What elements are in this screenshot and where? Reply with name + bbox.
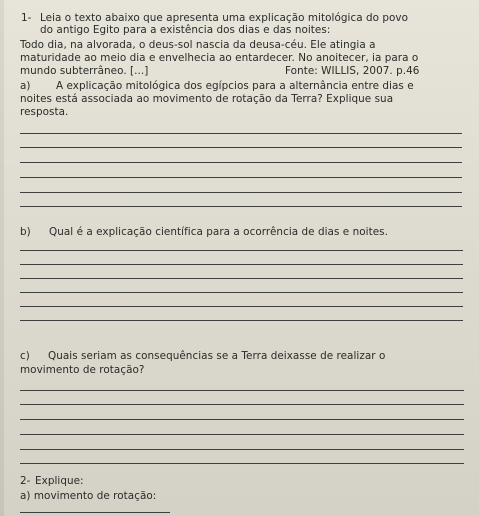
answer-line-a-2[interactable] <box>20 147 462 148</box>
answer-line-2a-1[interactable] <box>20 512 170 513</box>
item-a-question-line-2: noites está associada ao movimento de rotação da Terra? Explique sua <box>20 93 394 105</box>
answer-line-c-3[interactable] <box>20 419 464 420</box>
question-1-intro-line-2: do antigo Egito para a existência dos dias e das noites: <box>40 24 331 36</box>
question-1-number: 1- <box>21 12 32 24</box>
item-a-question-line-3: resposta. <box>20 106 69 118</box>
answer-line-b-3[interactable] <box>20 278 463 279</box>
answer-line-a-1[interactable] <box>20 133 462 134</box>
answer-line-a-4[interactable] <box>20 177 462 178</box>
quoted-text-line-1: Todo dia, na alvorada, o deus-sol nascia da deusa-céu. Ele atingia a <box>20 39 376 51</box>
answer-line-b-1[interactable] <box>20 250 463 251</box>
question-1-intro-line-1: Leia o texto abaixo que apresenta uma explicação mitológica do povo <box>40 12 409 24</box>
answer-line-b-2[interactable] <box>20 264 463 265</box>
answer-line-c-6[interactable] <box>20 463 464 464</box>
page-edge-shadow <box>0 0 4 516</box>
item-b-question: Qual é a explicação científica para a ocorrência de dias e noites. <box>49 226 388 238</box>
answer-line-c-1[interactable] <box>20 390 464 391</box>
answer-line-c-2[interactable] <box>20 404 464 405</box>
item-c-label: c) <box>20 350 30 362</box>
answer-line-b-4[interactable] <box>20 292 463 293</box>
answer-line-a-3[interactable] <box>20 162 462 163</box>
question-2-title: Explique: <box>35 475 84 487</box>
answer-line-c-5[interactable] <box>20 449 464 450</box>
item-b-label: b) <box>20 226 31 238</box>
item-c-question-line-2: movimento de rotação? <box>20 364 145 376</box>
answer-line-a-6[interactable] <box>20 206 462 207</box>
answer-line-b-5[interactable] <box>20 306 463 307</box>
item-c-question-line-1: Quais seriam as consequências se a Terra deixasse de realizar o <box>48 350 386 362</box>
answer-line-b-6[interactable] <box>20 320 463 321</box>
item-a-label: a) <box>20 80 31 92</box>
answer-line-c-4[interactable] <box>20 434 464 435</box>
quoted-text-line-2: maturidade ao meio dia e envelhecia ao entardecer. No anoitecer, ia para o <box>20 52 419 64</box>
answer-line-a-5[interactable] <box>20 192 462 193</box>
item-a-question-line-1: A explicação mitológica dos egípcios para a alternância entre dias e <box>56 80 414 92</box>
quoted-text-line-3: mundo subterrâneo. [...] <box>20 65 149 77</box>
question-2-number: 2- <box>20 475 31 487</box>
question-2-item-a: a) movimento de rotação: <box>20 490 157 502</box>
quoted-text-source: Fonte: WILLIS, 2007. p.46 <box>285 65 420 77</box>
